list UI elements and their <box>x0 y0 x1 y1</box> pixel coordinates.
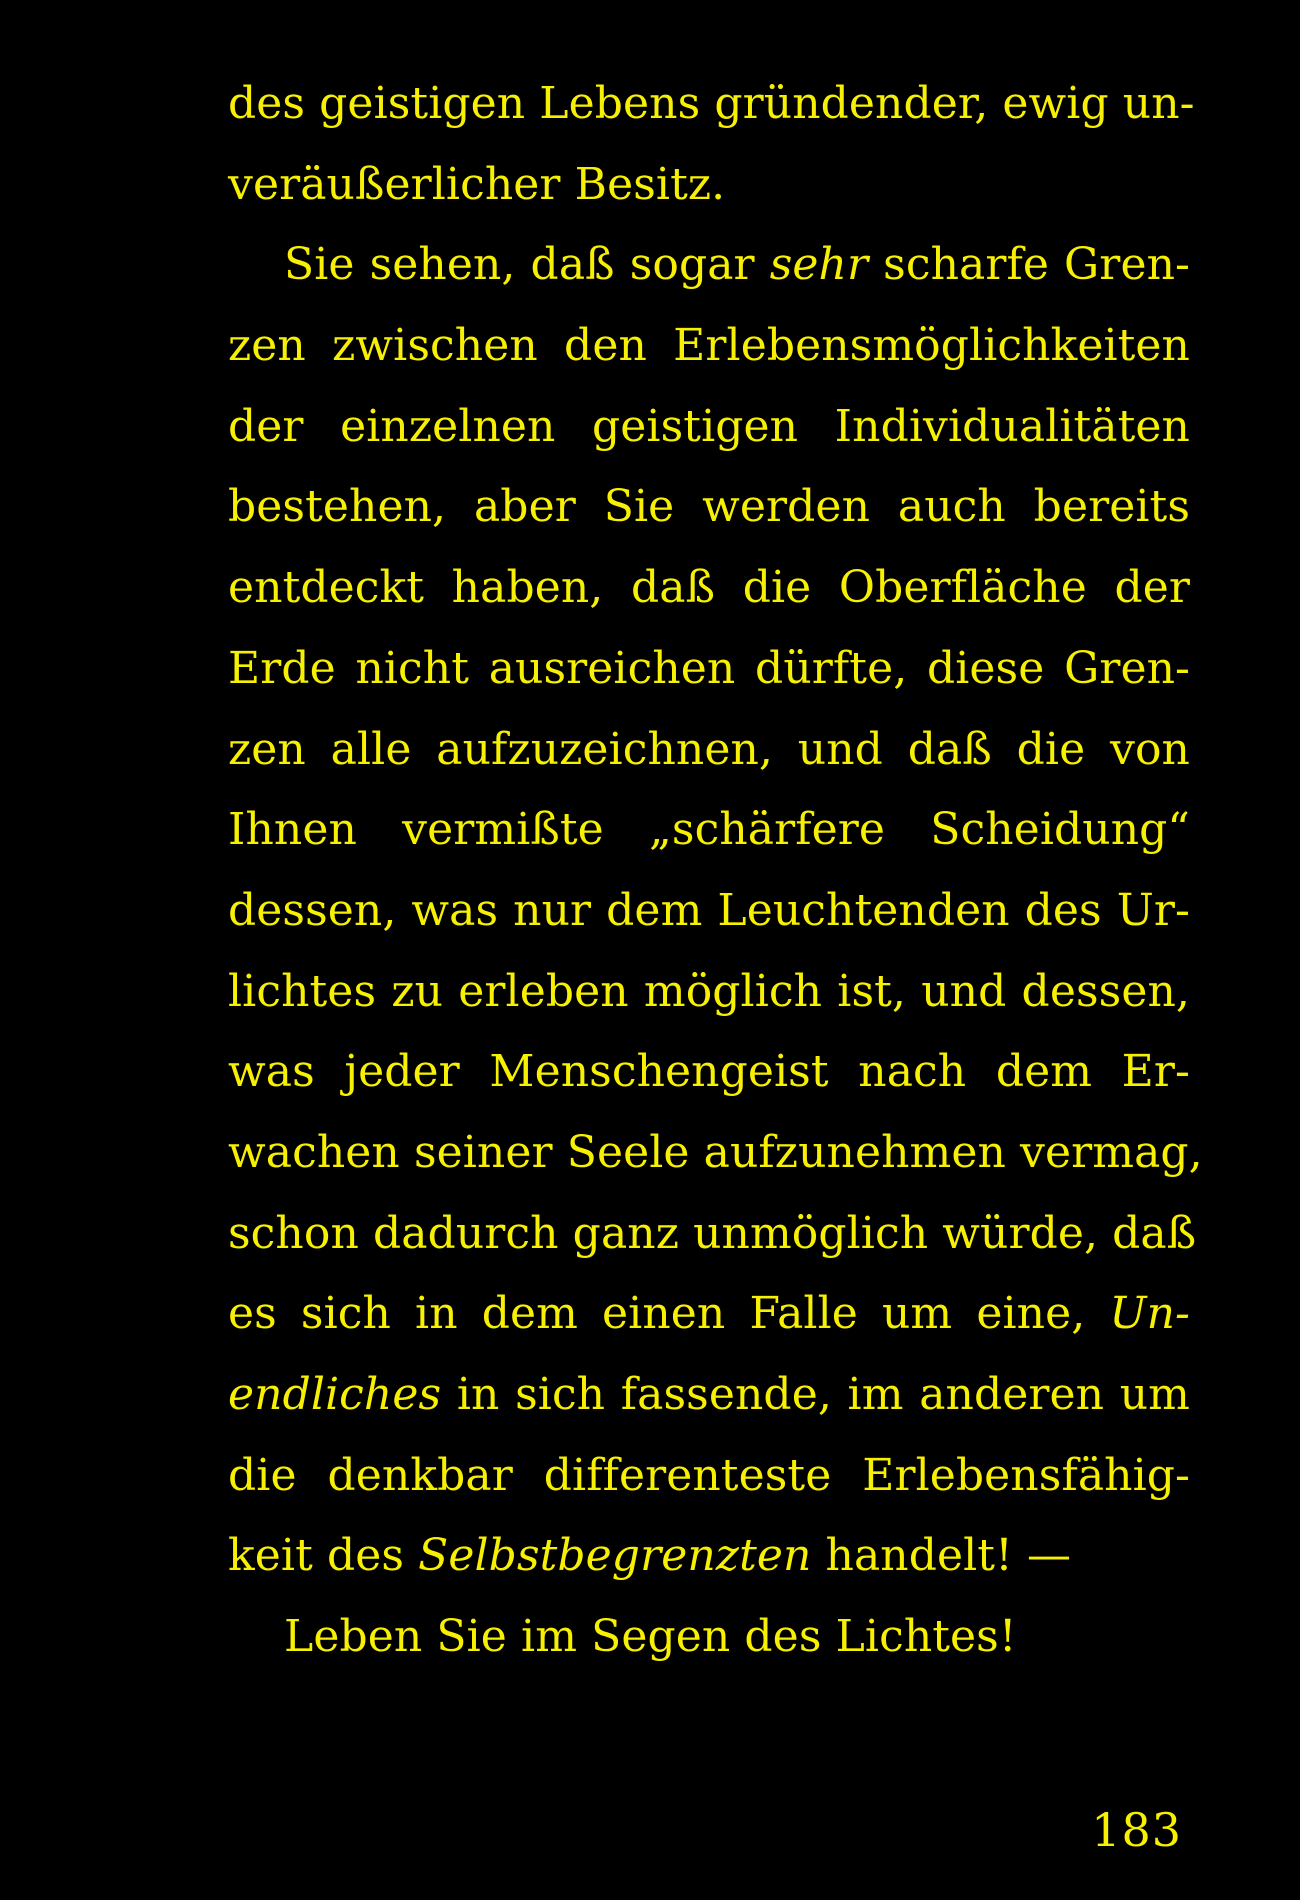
text-line <box>228 1355 1190 1436</box>
text-run: scharfe Gren- <box>868 239 1190 291</box>
text-run: Leben Sie im Segen des Lichtes! <box>284 1611 1017 1663</box>
text-line <box>228 1274 1190 1355</box>
text-run: lichtes zu erleben möglich ist, und dessen, <box>228 965 1190 1017</box>
text-run: Erde nicht ausreichen dürfte, diese Gren- <box>228 642 1190 694</box>
text-run: wachen seiner Seele aufzunehmen vermag, <box>228 1126 1203 1178</box>
text-run: der einzelnen geistigen Individualitäten <box>228 400 1190 452</box>
text-line <box>228 1436 1190 1517</box>
text-run: des geistigen Lebens gründender, ewig un- <box>228 78 1195 129</box>
paragraph-start-line <box>228 225 1190 306</box>
text-line <box>228 467 1190 548</box>
page-number: 183 <box>1091 1803 1182 1857</box>
text-line <box>228 1516 1190 1597</box>
text-line <box>228 1113 1203 1194</box>
text-run: dessen, was nur dem Leuchtenden des Ur- <box>228 884 1190 936</box>
text-line <box>228 629 1190 710</box>
text-line <box>228 548 1190 629</box>
italic-text-run: Un- <box>1109 1288 1190 1340</box>
text-run: entdeckt haben, daß die Oberfläche der <box>228 562 1190 614</box>
text-run: schon dadurch ganz unmöglich würde, daß <box>228 1207 1197 1259</box>
text-line <box>228 952 1190 1033</box>
text-line <box>228 1194 1197 1275</box>
italic-text-run: endliches <box>228 1369 442 1420</box>
text-line <box>228 871 1190 952</box>
text-run: es sich in dem einen Falle um eine, <box>228 1288 1110 1340</box>
body-text <box>228 64 1203 1678</box>
closing-line <box>228 1597 1190 1678</box>
text-run: keit des <box>228 1530 419 1582</box>
text-run: veräußerlicher Besitz. <box>228 158 726 210</box>
text-run: zen alle aufzuzeichnen, und daß die von <box>228 723 1190 775</box>
text-line <box>228 145 1190 226</box>
text-line <box>228 306 1190 387</box>
italic-text-run: sehr <box>769 239 869 291</box>
text-run: die denkbar differenteste Erlebensfähig- <box>228 1449 1190 1501</box>
text-line <box>228 387 1190 468</box>
text-run: in sich fassende, im anderen um <box>441 1369 1190 1420</box>
text-run: bestehen, aber Sie werden auch bereits <box>228 481 1190 533</box>
text-run: zen zwischen den Erlebensmöglichkeiten <box>228 320 1190 372</box>
text-run: Sie sehen, daß sogar <box>284 239 770 291</box>
text-line <box>228 710 1190 791</box>
text-line <box>228 64 1195 145</box>
text-run: was jeder Menschengeist nach dem Er- <box>228 1046 1190 1098</box>
text-line <box>228 790 1190 871</box>
text-line <box>228 1032 1190 1113</box>
text-run: handelt! — <box>811 1530 1072 1582</box>
italic-text-run: Selbstbegrenzten <box>418 1530 812 1582</box>
text-run: Ihnen vermißte „schärfere Scheidung“ <box>228 804 1190 856</box>
